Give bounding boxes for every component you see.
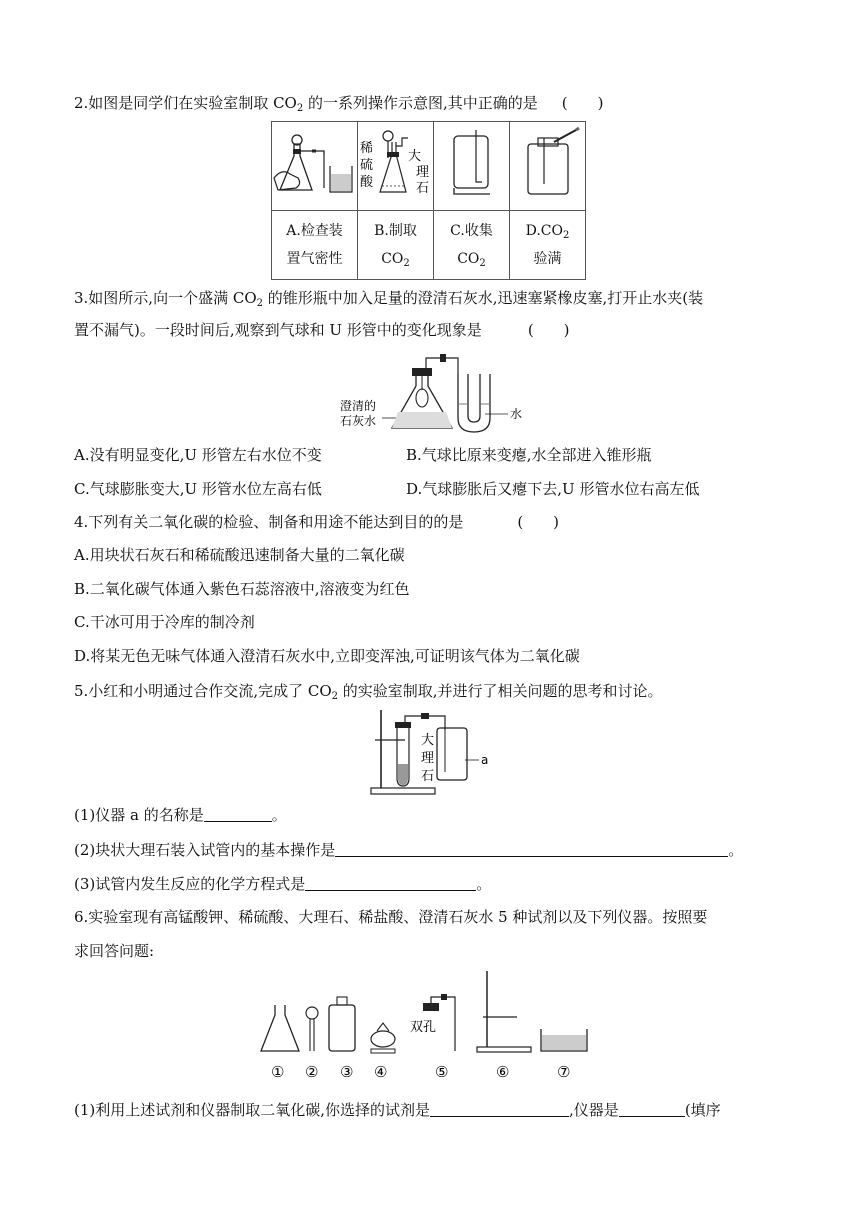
fig-prepare-co2 xyxy=(358,122,434,211)
q6-num-4: ④ xyxy=(374,1063,388,1081)
fig-b-label-left-1: 稀 xyxy=(360,141,374,156)
q2-option-c xyxy=(434,211,510,280)
q6-num-3: ③ xyxy=(340,1063,354,1081)
q2-cell-d-sub: 2 xyxy=(563,230,570,241)
q5-part2 xyxy=(74,840,743,860)
q3-option-a: A.没有明显变化,U 形管左右水位不变 xyxy=(74,446,322,464)
q5-part2-text: (2)块状大理石装入试管内的基本操作是 xyxy=(74,841,336,859)
q6-stem-line2: 求回答问题: xyxy=(74,942,155,960)
q3-stem-line1 xyxy=(74,288,703,308)
q2-option-d xyxy=(510,211,586,280)
q3-stem-text-2: 置不漏气)。一段时间后,观察到气球和 U 形管中的变化现象是 xyxy=(74,321,482,339)
q2-cell-d-line1: D.CO xyxy=(525,223,563,239)
q5-part3-text: (3)试管内发生反应的化学方程式是 xyxy=(74,875,306,893)
fig-b-label-right-2: 理 xyxy=(416,165,430,180)
q4-option-c: C.干冰可用于冷库的制冷剂 xyxy=(74,613,255,631)
q2-cell-b-line2: CO xyxy=(381,251,404,267)
q6-instruments-figure xyxy=(255,965,595,1085)
q6-stem-line1: 6.实验室现有高锰酸钾、稀硫酸、大理石、稀盐酸、澄清石灰水 5 种试剂以及下列仪器。按照要 xyxy=(74,908,708,926)
q3-apparatus-figure xyxy=(330,348,530,434)
q2-stem-sub: 2 xyxy=(296,103,304,114)
q5-stem-text-a: 5.小红和小明通过合作交流,完成了 CO xyxy=(74,682,332,700)
q2-option-b xyxy=(358,211,434,280)
co2-test-full-diagram xyxy=(510,122,585,206)
q6-part1-text-c: (填序 xyxy=(684,1101,721,1119)
q3-stem-text-b: 的锥形瓶中加入足量的澄清石灰水,迅速塞紧橡皮塞,打开止水夹(装 xyxy=(263,289,704,307)
prepare-co2-diagram xyxy=(358,122,433,206)
q3-label-limewater: 石灰水 xyxy=(340,414,377,428)
q3-option-c: C.气球膨胀变大,U 形管水位左高右低 xyxy=(74,480,322,498)
q3-label-water: 水 xyxy=(510,407,523,421)
collect-co2-diagram xyxy=(434,122,509,206)
q5-part2-end: 。 xyxy=(728,841,744,859)
q2-cell-d-line2: 验满 xyxy=(533,251,562,267)
q5-part1 xyxy=(74,805,287,825)
q5-part1-text: (1)仪器 a 的名称是 xyxy=(74,806,204,824)
q5-part3-end: 。 xyxy=(476,875,492,893)
fig-b-label-left-2: 硫 xyxy=(360,158,374,173)
q4-stem-text: 4.下列有关二氧化碳的检验、制备和用途不能达到目的的是 xyxy=(74,513,464,531)
q2-cell-c-sub: 2 xyxy=(479,258,486,269)
q2-cell-c-line1: C.收集 xyxy=(450,223,493,239)
q5-part3 xyxy=(74,874,491,894)
q5-label-a: a xyxy=(481,753,489,767)
q3-answer-paren: ( ) xyxy=(527,321,570,339)
q4-option-b: B.二氧化碳气体通入紫色石蕊溶液中,溶液变为红色 xyxy=(74,580,410,598)
fig-co2-test-full xyxy=(510,122,586,211)
fig-b-label-right-3: 石 xyxy=(416,181,430,196)
q3-label-clear: 澄清的 xyxy=(340,399,377,413)
q2-cell-a-line2: 置气密性 xyxy=(286,251,343,267)
q6-num-6: ⑥ xyxy=(496,1063,510,1081)
q3-option-b: B.气球比原来变瘪,水全部进入锥形瓶 xyxy=(406,446,652,464)
q6-part1-instrument-blank[interactable] xyxy=(619,1101,685,1117)
q2-option-a xyxy=(272,211,358,280)
q5-label-3: 石 xyxy=(421,769,435,784)
q5-stem xyxy=(74,681,663,701)
q2-cell-b-sub: 2 xyxy=(403,258,410,269)
q3-stem-sub: 2 xyxy=(256,298,263,309)
q4-answer-paren: ( ) xyxy=(517,513,560,531)
q6-num-2: ② xyxy=(305,1063,319,1081)
q2-cell-c-line2: CO xyxy=(457,251,480,267)
airtightness-diagram xyxy=(272,122,357,206)
q4-option-a: A.用块状石灰石和稀硫酸迅速制备大量的二氧化碳 xyxy=(74,546,405,564)
q2-stem-text-a: 2.如图是同学们在实验室制取 CO xyxy=(74,94,297,112)
fig-b-label-left-3: 酸 xyxy=(360,175,374,190)
q5-stem-sub: 2 xyxy=(331,691,338,702)
fig-b-label-right-1: 大 xyxy=(408,149,422,164)
q2-operations-table xyxy=(271,121,586,280)
q5-label-2: 理 xyxy=(421,751,435,766)
q5-part2-blank[interactable] xyxy=(335,841,728,857)
q6-part1 xyxy=(74,1100,721,1120)
q5-stem-text-b: 的实验室制取,并进行了相关问题的思考和讨论。 xyxy=(338,682,663,700)
fig-check-airtightness xyxy=(272,122,358,211)
q2-stem xyxy=(74,93,604,113)
q3-stem-text-a: 3.如图所示,向一个盛满 CO xyxy=(74,289,257,307)
q5-label-1: 大 xyxy=(421,733,435,748)
q6-label-double-hole: 双孔 xyxy=(410,1020,437,1035)
q4-stem xyxy=(74,512,559,532)
q6-num-7: ⑦ xyxy=(557,1063,571,1081)
q2-cell-a-line1: A.检查装 xyxy=(286,223,343,239)
q6-part1-text-a: (1)利用上述试剂和仪器制取二氧化碳,你选择的试剂是 xyxy=(74,1101,431,1119)
q2-cell-b-line1: B.制取 xyxy=(374,223,417,239)
q2-answer-paren: ( ) xyxy=(561,94,604,112)
q5-apparatus-figure xyxy=(365,706,505,798)
q5-part1-blank[interactable] xyxy=(204,806,272,822)
q6-num-1: ① xyxy=(271,1063,285,1081)
q2-stem-text-b: 的一系列操作示意图,其中正确的是 xyxy=(303,94,538,112)
fig-collect-co2 xyxy=(434,122,510,211)
q6-part1-text-b: ,仪器是 xyxy=(569,1101,619,1119)
q6-num-5: ⑤ xyxy=(435,1063,449,1081)
q5-part1-end: 。 xyxy=(271,806,287,824)
q5-part3-blank[interactable] xyxy=(305,875,476,891)
q4-option-d: D.将某无色无味气体通入澄清石灰水中,立即变浑浊,可证明该气体为二氧化碳 xyxy=(74,647,580,665)
q3-stem-line2 xyxy=(74,320,570,340)
q6-part1-reagent-blank[interactable] xyxy=(430,1101,569,1117)
q3-option-d: D.气球膨胀后又瘪下去,U 形管水位右高左低 xyxy=(406,480,700,498)
